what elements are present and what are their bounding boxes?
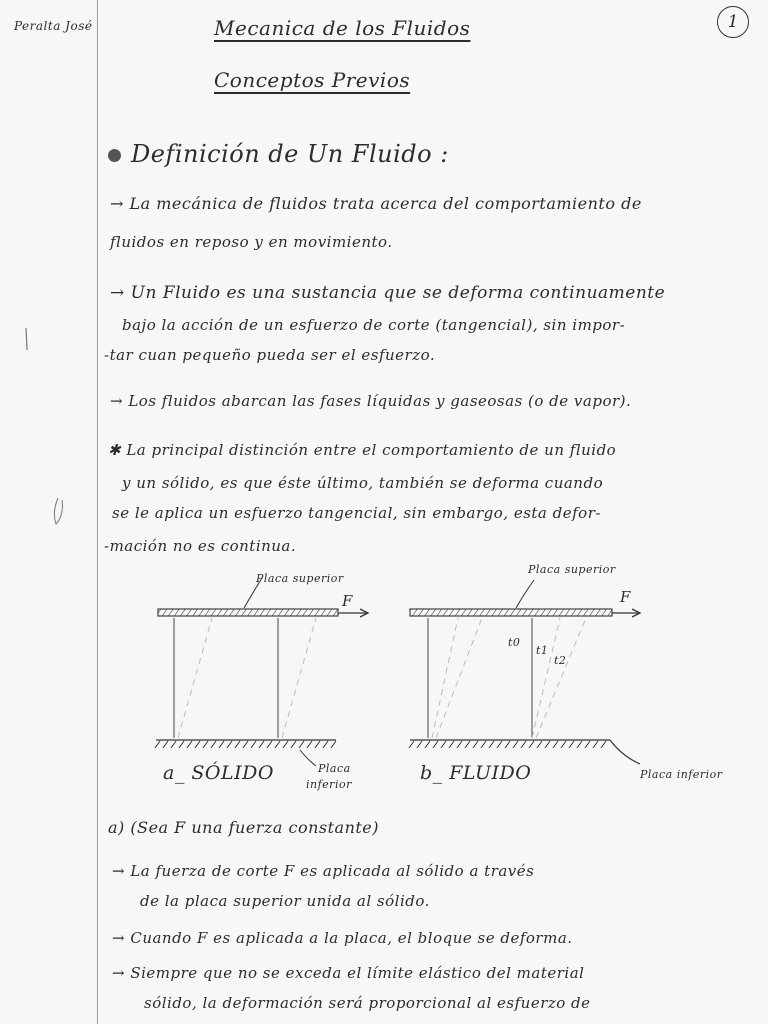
paragraph-line: y un sólido, es que éste último, también se deforma cuando bbox=[122, 474, 604, 492]
paragraph-line: -tar cuan pequeño pueda ser el esfuerzo. bbox=[104, 346, 436, 364]
fluid-force-label: F bbox=[620, 588, 631, 606]
solid-diagram bbox=[155, 578, 368, 766]
section-heading bbox=[108, 140, 449, 168]
upper-plate bbox=[158, 609, 338, 616]
paragraph-line: -mación no es continua. bbox=[104, 537, 297, 555]
paragraph-line: bajo la acción de un esfuerzo de corte (tangencial), sin impor- bbox=[122, 316, 626, 334]
paragraph-line: → Un Fluido es una sustancia que se deforma continuamente bbox=[110, 283, 666, 303]
page-title: Mecanica de los Fluidos bbox=[214, 16, 471, 40]
fluid-t2-label: t2 bbox=[554, 654, 567, 667]
author-name: Peralta José bbox=[14, 19, 93, 33]
paragraph-line: → Los fluidos abarcan las fases líquidas y gaseosas (o de vapor). bbox=[110, 392, 632, 410]
solid-lower-plate-label-1: Placa bbox=[318, 762, 351, 775]
paragraph-line: → La mecánica de fluidos trata acerca del comportamiento de bbox=[110, 194, 642, 213]
margin-line bbox=[97, 0, 98, 1024]
solid-lower-plate-label-2: inferior bbox=[306, 778, 352, 791]
paragraph-line: → La fuerza de corte F es aplicada al sólido a través bbox=[112, 862, 535, 880]
paragraph-line: sólido, la deformación será proporcional al esfuerzo de bbox=[144, 994, 591, 1012]
page-subtitle: Conceptos Previos bbox=[214, 68, 411, 92]
fluid-t0-label: t0 bbox=[508, 636, 521, 649]
paragraph-line: ✱ La principal distinción entre el comportamiento de un fluido bbox=[108, 441, 617, 459]
fluid-upper-plate-label: Placa superior bbox=[528, 563, 616, 576]
fluid-diagram bbox=[409, 580, 640, 764]
paragraph-line: fluidos en reposo y en movimiento. bbox=[110, 233, 393, 251]
margin-marks bbox=[14, 320, 84, 540]
solid-upper-plate-label: Placa superior bbox=[256, 572, 344, 585]
paragraph-line: a) (Sea F una fuerza constante) bbox=[108, 818, 380, 837]
paragraph-line: → Cuando F es aplicada a la placa, el bloque se deforma. bbox=[112, 929, 573, 947]
bullet-dot-icon bbox=[108, 149, 121, 162]
paragraph-line: de la placa superior unida al sólido. bbox=[140, 892, 430, 910]
upper-plate bbox=[410, 609, 612, 616]
paragraph-line: → Siempre que no se exceda el límite elástico del material bbox=[112, 964, 585, 982]
fluid-caption: b_ FLUIDO bbox=[420, 762, 532, 784]
paragraph-line: se le aplica un esfuerzo tangencial, sin embargo, esta defor- bbox=[112, 504, 601, 522]
section-heading-text: Definición de Un Fluido : bbox=[131, 140, 449, 168]
page-number: 1 bbox=[717, 6, 749, 38]
fluid-lower-plate-label: Placa inferior bbox=[640, 768, 723, 781]
fluid-t1-label: t1 bbox=[536, 644, 549, 657]
solid-caption: a_ SÓLIDO bbox=[163, 762, 274, 784]
solid-force-label: F bbox=[342, 592, 353, 610]
